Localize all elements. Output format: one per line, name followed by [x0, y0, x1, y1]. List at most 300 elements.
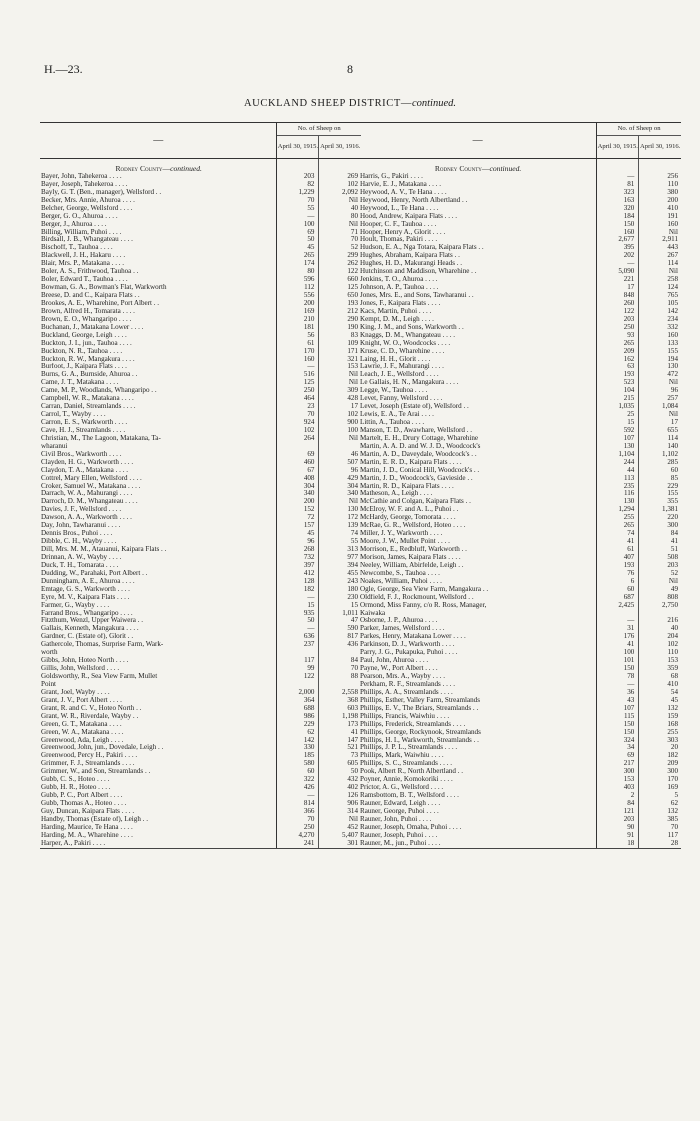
- owner-name-address: Brookes, A. E., Wharehine, Port Albert . .: [40, 300, 277, 308]
- sheep-count-1916: 169: [667, 784, 678, 792]
- owner-name-address: Knight, W. O., Woodcocks . . . .: [359, 340, 597, 348]
- sheep-count-1916: 220: [667, 514, 678, 522]
- owner-name-address: Greenwood, John, jun., Dovedale, Leigh . .: [40, 744, 277, 752]
- table-row: [40, 252, 361, 260]
- sheep-count-1916: 41: [670, 538, 678, 546]
- sheep-count-1915: 61: [597, 546, 639, 554]
- sheep-count-1916: 216: [667, 617, 678, 625]
- owner-name-address: Campbell, W. R., Matakana . . . .: [40, 395, 277, 403]
- table-row: [359, 625, 681, 633]
- sheep-count-1915: 56: [277, 332, 319, 340]
- table-row: [40, 356, 361, 364]
- table-row: [40, 721, 361, 729]
- sheep-count-1915: 260: [597, 300, 639, 308]
- table-row: [40, 610, 361, 618]
- sheep-count-1915: 395: [597, 244, 639, 252]
- owner-name-address: Birdsall, J. B., Whangateau . . . .: [40, 236, 277, 244]
- table-row: [40, 816, 361, 824]
- sheep-count-1916: 385: [667, 815, 678, 823]
- sheep-count-1916: 194: [667, 355, 678, 363]
- sheep-count-1915: 366: [277, 808, 319, 816]
- table-row: [359, 586, 681, 594]
- owner-name-address: Dunningham, A. E., Ahuroa . . . .: [40, 578, 277, 586]
- table-row: [359, 594, 681, 602]
- table-row: [359, 784, 681, 792]
- table-row: [40, 308, 361, 316]
- sheep-count-1915: 176: [597, 633, 639, 641]
- owner-name-address: Blair, Mrs. P., Matakana . . . .: [40, 260, 277, 268]
- owner-name-address: Goldsworthy, R., Sea View Farm, Mullet: [40, 673, 277, 681]
- sheep-count-1915: 265: [277, 252, 319, 260]
- table-row: [359, 443, 681, 451]
- table-row: [40, 824, 361, 832]
- table-row: [40, 435, 361, 443]
- sheep-count-1916: 50: [350, 768, 358, 776]
- sheep-count-1915: 69: [277, 451, 319, 459]
- table-row: [359, 832, 681, 840]
- sheep-count-1915: 60: [597, 586, 639, 594]
- owner-name-address: Gillis, John, Wellsford . . . .: [40, 665, 277, 673]
- table-row: [40, 284, 361, 292]
- owner-name-address: worth: [40, 649, 277, 657]
- sheep-count-1916: 650: [347, 292, 358, 299]
- sheep-count-1916: 229: [667, 482, 678, 490]
- sheep-count-1916: 45: [670, 696, 678, 704]
- sheep-count-1915: [277, 443, 319, 451]
- sheep-count-1916: 155: [667, 347, 678, 355]
- sheep-count-1915: 596: [277, 276, 319, 284]
- table-row: [359, 395, 681, 403]
- sheep-count-1915: 320: [597, 205, 639, 213]
- sheep-count-1915: 193: [597, 562, 639, 570]
- sheep-count-1916: 340: [347, 490, 358, 498]
- sheep-count-1916: 209: [667, 760, 678, 768]
- sheep-count-1915: —: [277, 363, 319, 371]
- table-row: [40, 395, 361, 403]
- table-row: [40, 348, 361, 356]
- sheep-count-1915: 426: [277, 784, 319, 792]
- owner-name-address: Carran, Daniel, Streamlands . . . .: [40, 403, 277, 411]
- sheep-count-1915: 403: [597, 784, 639, 792]
- sheep-count-1915: 203: [277, 173, 319, 181]
- sheep-count-1915: 81: [597, 181, 639, 189]
- table-row: [359, 498, 681, 506]
- empty-cell: [319, 165, 361, 173]
- table-row: [359, 705, 681, 713]
- sheep-count-1915: 848: [597, 292, 639, 300]
- sheep-count-1916: 124: [667, 284, 678, 292]
- table-row: [40, 562, 361, 570]
- sheep-count-1915: 142: [277, 737, 319, 745]
- owner-name-address: Payne, W., Port Albert . . . .: [359, 665, 597, 673]
- owner-name-address: Pearson, Mrs. A., Wayby . . . .: [359, 673, 597, 681]
- sheep-table-right: [359, 122, 681, 849]
- table-row: [40, 411, 361, 419]
- sheep-count-1915: 31: [597, 625, 639, 633]
- sheep-table-left: [40, 122, 361, 849]
- table-row: [359, 570, 681, 578]
- sheep-count-1915: —: [277, 625, 319, 633]
- sheep-count-1915: 324: [597, 737, 639, 745]
- year-1915-header: April 30, 1915.: [597, 136, 639, 159]
- sheep-count-1916: 977: [347, 553, 358, 561]
- sheep-count-1915: 17: [597, 284, 639, 292]
- owner-name-address: Day, John, Tawharanui . . . .: [40, 522, 277, 530]
- sheep-count-1915: 69: [277, 229, 319, 237]
- table-row: [359, 332, 681, 340]
- owner-name-address: Parker, James, Wellsford . . . .: [359, 625, 597, 633]
- table-row: [359, 641, 681, 649]
- owner-name-address: Phillips, Frederick, Streamlands . . . .: [359, 721, 597, 729]
- table-row: [40, 506, 361, 514]
- table-row: [40, 268, 361, 276]
- sheep-count-1915: 241: [277, 840, 319, 848]
- sheep-count-1915: 986: [277, 713, 319, 721]
- table-row: [359, 729, 681, 737]
- owner-name-address: Boler, Edward T., Tauhoa . . . .: [40, 276, 277, 284]
- table-row: [359, 760, 681, 768]
- table-row: [40, 657, 361, 665]
- sheep-count-1916: 71: [350, 228, 358, 236]
- sheep-count-1916: 410: [667, 204, 678, 212]
- table-row: [40, 514, 361, 522]
- owner-name-address: Hoult, Thomas, Pakiri . . . .: [359, 236, 597, 244]
- owner-name-address: Jones, Mrs. E., and Sons, Tawharanui . .: [359, 292, 597, 300]
- table-row: [40, 689, 361, 697]
- sheep-count-1915: 200: [277, 300, 319, 308]
- sheep-count-1916: 203: [667, 561, 678, 569]
- sheep-count-1916: 55: [350, 538, 358, 546]
- table-row: [359, 506, 681, 514]
- sheep-count-1915: 15: [597, 419, 639, 427]
- sheep-count-1915: 4,270: [277, 832, 319, 840]
- owner-name-address: Heywood, A. V., Te Hana . . . .: [359, 189, 597, 197]
- owner-name-address: Grant, J. V., Port Albert . . . .: [40, 697, 277, 705]
- sheep-count-1916: 173: [347, 720, 358, 728]
- sheep-count-1916: 2,558: [342, 688, 358, 696]
- sheep-count-1916: 191: [667, 212, 678, 220]
- table-row: [359, 617, 681, 625]
- year-1916-header: April 30, 1916.: [639, 136, 681, 159]
- document-reference: H.—23.: [44, 62, 83, 76]
- owner-name-address: Guy, Duncan, Kaipara Flats . . . .: [40, 808, 277, 816]
- table-row: [40, 419, 361, 427]
- sheep-count-1915: 72: [277, 514, 319, 522]
- sheep-count-1916: 102: [347, 411, 358, 419]
- sheep-count-1915: 23: [277, 403, 319, 411]
- sheep-count-1916: 507: [347, 458, 358, 466]
- left-column: [40, 122, 361, 849]
- table-row: [359, 697, 681, 705]
- sheep-count-1915: 215: [597, 395, 639, 403]
- owner-name-address: Phillips, A. A., Streamlands . . . .: [359, 689, 597, 697]
- sheep-count-1916: 130: [347, 506, 358, 514]
- sheep-count-1915: 107: [597, 435, 639, 443]
- sheep-count-header: No. of Sheep on: [597, 123, 681, 136]
- owner-name-address: Dibble, C. H., Wayby . . . .: [40, 538, 277, 546]
- sheep-count-1915: 125: [277, 379, 319, 387]
- table-row: [40, 617, 361, 625]
- table-row: [359, 403, 681, 411]
- owner-name-address: Buckland, George, Leigh . . . .: [40, 332, 277, 340]
- owner-name-address: Cottrel, Mary Ellen, Wellsford . . . .: [40, 475, 277, 483]
- sheep-count-1916: Nil: [668, 577, 678, 585]
- year-1916-header: April 30, 1916.: [319, 136, 361, 159]
- sheep-count-1916: 808: [667, 593, 678, 601]
- sheep-count-1915: 229: [277, 721, 319, 729]
- owner-name-address: Littin, A., Tauhoa . . . .: [359, 419, 597, 427]
- empty-cell: [639, 165, 681, 173]
- owner-name-address: Belcher, George, Wellsford . . . .: [40, 205, 277, 213]
- owner-name-address: Poyner, Annie, Komokoriki . . . .: [359, 776, 597, 784]
- owner-name-address: Rauner, George, Puhoi . . . .: [359, 808, 597, 816]
- owner-name-address: Jenkins, T. O., Ahuroa . . . .: [359, 276, 597, 284]
- owner-name-address: Osborne, J. P., Ahuroa . . . .: [359, 617, 597, 625]
- sheep-count-1915: 250: [277, 824, 319, 832]
- sheep-count-1915: 1,035: [597, 403, 639, 411]
- sheep-count-1915: 153: [597, 776, 639, 784]
- owner-name-address: Kruse, C. D., Wharehine . . . .: [359, 348, 597, 356]
- title-main: AUCKLAND SHEEP DISTRICT—: [243, 98, 412, 109]
- sheep-count-1915: 70: [277, 411, 319, 419]
- owner-name-address: Harding, Maurice, Te Hana . . . .: [40, 824, 277, 832]
- sheep-count-1915: [277, 681, 319, 689]
- table-row: [359, 633, 681, 641]
- table-row: [40, 570, 361, 578]
- sheep-count-1916: 255: [667, 728, 678, 736]
- table-row: [40, 316, 361, 324]
- table-row: [359, 173, 681, 181]
- owner-name-address: Phillips, J. P. L., Streamlands . . . .: [359, 744, 597, 752]
- owner-name-address: Buckton, N. R., Tauhoa . . . .: [40, 348, 277, 356]
- sheep-count-1915: 82: [277, 181, 319, 189]
- table-row: [359, 229, 681, 237]
- sheep-count-1915: 117: [277, 657, 319, 665]
- sheep-count-1915: 184: [597, 213, 639, 221]
- sheep-count-1915: 122: [277, 673, 319, 681]
- sheep-count-1915: 70: [277, 197, 319, 205]
- table-row: [359, 490, 681, 498]
- owner-name-address: Kempt, D. M., Leigh . . . .: [359, 316, 597, 324]
- owner-name-address: Boler, A. S., Frithwood, Tauhoa . .: [40, 268, 277, 276]
- owner-name-address: Kacs, Martin, Puhoi . . . .: [359, 308, 597, 316]
- sheep-count-1916: 190: [347, 323, 358, 331]
- owner-name-address: Gathercole, Thomas, Surprise Farm, Wark-: [40, 641, 277, 649]
- owner-name-address: Emtage, G. S., Warkworth . . . .: [40, 586, 277, 594]
- sheep-count-1916: 410: [667, 680, 678, 688]
- table-row: [359, 419, 681, 427]
- table-row: [359, 713, 681, 721]
- owner-name-address: Rauner, John, Puhoi . . . .: [359, 816, 597, 824]
- table-row: [40, 189, 361, 197]
- sheep-count-1915: 193: [597, 371, 639, 379]
- sheep-count-1915: 150: [597, 221, 639, 229]
- sheep-count-1915: 814: [277, 800, 319, 808]
- sheep-count-1916: 765: [667, 292, 678, 299]
- table-row: [359, 840, 681, 848]
- sheep-count-1916: 160: [667, 331, 678, 339]
- owner-name-address: Christian, M., The Lagoon, Matakana, Ta-: [40, 435, 277, 443]
- sheep-count-1915: 100: [597, 649, 639, 657]
- table-row: [40, 244, 361, 252]
- owner-name-address: Bayer, Joseph, Tahekeroa . . . .: [40, 181, 277, 189]
- owner-name-address: Parkes, Henry, Matakana Lower . . . .: [359, 633, 597, 641]
- sheep-count-1915: 924: [277, 419, 319, 427]
- sheep-count-1915: 130: [597, 498, 639, 506]
- owner-name-address: Grant, R. and C. V., Hoteo North . .: [40, 705, 277, 713]
- sheep-count-1916: 262: [347, 260, 358, 268]
- sheep-count-1915: 210: [277, 316, 319, 324]
- sheep-count-1916: Nil: [668, 228, 678, 236]
- sheep-count-1916: 140: [667, 442, 678, 450]
- table-row: [40, 443, 361, 451]
- sheep-count-1916: 70: [350, 236, 358, 244]
- table-row: [40, 625, 361, 633]
- table-row: [40, 602, 361, 610]
- table-row: [359, 530, 681, 538]
- table-row: [40, 324, 361, 332]
- table-row: [40, 578, 361, 586]
- owner-name-address: Le Gallais, H. N., Mangakura . . . .: [359, 379, 597, 387]
- sheep-count-1915: 25: [597, 411, 639, 419]
- sheep-count-1915: 460: [277, 459, 319, 467]
- table-row: [40, 403, 361, 411]
- owner-name-address: Brown, Alfred H., Tomarata . . . .: [40, 308, 277, 316]
- table-row: [359, 340, 681, 348]
- sheep-count-1916: 906: [347, 800, 358, 807]
- sheep-count-1916: 83: [350, 331, 358, 339]
- table-row: [359, 435, 681, 443]
- owner-name-address: Came, M. P., Woodlands, Whangaripo . .: [40, 387, 277, 395]
- sheep-count-1916: 172: [347, 514, 358, 522]
- sheep-count-1916: 314: [347, 807, 358, 815]
- table-row: [359, 776, 681, 784]
- owner-name-address: Burns, G. A., Burnside, Ahuroa . .: [40, 371, 277, 379]
- sheep-count-1915: 121: [597, 808, 639, 816]
- table-row: [40, 681, 361, 689]
- sheep-count-1916: 102: [667, 641, 678, 649]
- table-row: [40, 483, 361, 491]
- owner-name-address: Davies, J. F., Wellsford . . . .: [40, 506, 277, 514]
- sheep-count-1915: 322: [277, 776, 319, 784]
- table-row: [359, 824, 681, 832]
- owner-name-address: Gibbs, John, Hoteo North . . . .: [40, 657, 277, 665]
- table-row: [359, 252, 681, 260]
- sheep-count-1916: 443: [667, 244, 678, 252]
- sheep-count-1916: 234: [667, 315, 678, 323]
- sheep-count-1916: 147: [347, 736, 358, 744]
- sheep-count-1915: 185: [277, 752, 319, 760]
- table-row: [359, 562, 681, 570]
- owner-name-address: Hooper, Henry A., Glorit . . . .: [359, 229, 597, 237]
- sheep-count-1916: 193: [347, 299, 358, 307]
- owner-name-address: King, J. M., and Sons, Warkworth . .: [359, 324, 597, 332]
- owner-name-address: Grant, W. R., Riverdale, Wayby . .: [40, 713, 277, 721]
- owner-name-address: Heywood, L., Te Hana . . . .: [359, 205, 597, 213]
- sheep-count-1916: 452: [347, 823, 358, 831]
- owner-name-address: Parkinson, D. J., Warkworth . . . .: [359, 641, 597, 649]
- county-heading: [40, 165, 277, 173]
- sheep-count-1915: 112: [277, 284, 319, 292]
- year-1915-header: April 30, 1915.: [277, 136, 319, 159]
- sheep-count-1916: 85: [670, 474, 678, 482]
- sheep-count-1916: 1,198: [342, 712, 358, 720]
- table-row: [40, 467, 361, 475]
- table-row: [359, 324, 681, 332]
- owner-name-address: Drinnan, A. W., Wayby . . . .: [40, 554, 277, 562]
- sheep-count-1915: 268: [277, 546, 319, 554]
- table-row: [40, 744, 361, 752]
- sheep-count-1915: 93: [597, 332, 639, 340]
- table-row: [40, 205, 361, 213]
- table-row: [40, 554, 361, 562]
- sheep-count-1915: 556: [277, 292, 319, 300]
- owner-name-address: Breese, D. and C., Kaipara Flats . .: [40, 292, 277, 300]
- table-row: [40, 459, 361, 467]
- table-row: [359, 602, 681, 610]
- page-number: 8: [347, 62, 353, 76]
- owner-name-address: Green, W. A., Matakana . . . .: [40, 729, 277, 737]
- sheep-count-1916: 102: [347, 180, 358, 188]
- owner-name-address: Darroch, D. M., Whangateau . . . .: [40, 498, 277, 506]
- sheep-count-1916: 74: [350, 530, 358, 538]
- sheep-count-1916: 80: [350, 212, 358, 220]
- owner-name-address: Martin, J. D., Conical Hill, Woodcock's . .: [359, 467, 597, 475]
- sheep-count-1915: 516: [277, 371, 319, 379]
- sheep-count-1915: 101: [597, 657, 639, 665]
- table-row: [40, 427, 361, 435]
- county-name: Rodney County—: [115, 165, 171, 173]
- owner-name-address: Greenwood, Ada, Leigh . . . .: [40, 737, 277, 745]
- sheep-count-1916: 5,407: [342, 831, 358, 839]
- table-row: [40, 737, 361, 745]
- sheep-count-1915: —: [277, 792, 319, 800]
- owner-name-address: wharanui: [40, 443, 277, 451]
- owner-name-address: Levet, Joseph (Estate of), Wellsford . .: [359, 403, 597, 411]
- owner-name-address: Knaggs, D. M., Whangateau . . . .: [359, 332, 597, 340]
- owner-name-address: Grimmer, W., and Son, Streamlands . .: [40, 768, 277, 776]
- table-row: [40, 371, 361, 379]
- sheep-count-1916: 46: [350, 450, 358, 458]
- sheep-count-1915: —: [597, 681, 639, 689]
- sheep-count-1916: [319, 681, 361, 689]
- sheep-count-1915: 84: [597, 800, 639, 808]
- sheep-count-1915: 115: [597, 713, 639, 721]
- sheep-count-1915: 330: [277, 744, 319, 752]
- owner-name-address: Hudson, E. A., Nga Totara, Kaipara Flats . .: [359, 244, 597, 252]
- county-heading: [359, 165, 597, 173]
- owner-name-address: Phillips, S. C., Streamlands . . . .: [359, 760, 597, 768]
- owner-name-address: Croker, Samuel W., Matakana . . . .: [40, 483, 277, 491]
- sheep-count-1916: 508: [667, 553, 678, 561]
- owner-name-address: Green, G. T., Matakana . . . .: [40, 721, 277, 729]
- owner-name-address: Leach, J. E., Wellsford . . . .: [359, 371, 597, 379]
- table-row: [359, 721, 681, 729]
- sheep-count-1916: 17: [670, 419, 678, 426]
- owner-name-address: Grant, Joel, Wayby . . . .: [40, 689, 277, 697]
- sheep-count-1916: 52: [670, 569, 678, 577]
- sheep-count-1916: 52: [350, 244, 358, 252]
- sheep-count-1916: 285: [667, 458, 678, 466]
- sheep-count-1916: 303: [667, 736, 678, 744]
- table-row: [359, 371, 681, 379]
- sheep-count-1916: 159: [667, 712, 678, 720]
- sheep-count-1916: 100: [347, 426, 358, 434]
- table-row: [359, 522, 681, 530]
- owner-name-address: Gubb, P. C., Port Albert . . . .: [40, 792, 277, 800]
- sheep-count-1915: 78: [597, 673, 639, 681]
- sheep-count-1916: 153: [667, 657, 678, 665]
